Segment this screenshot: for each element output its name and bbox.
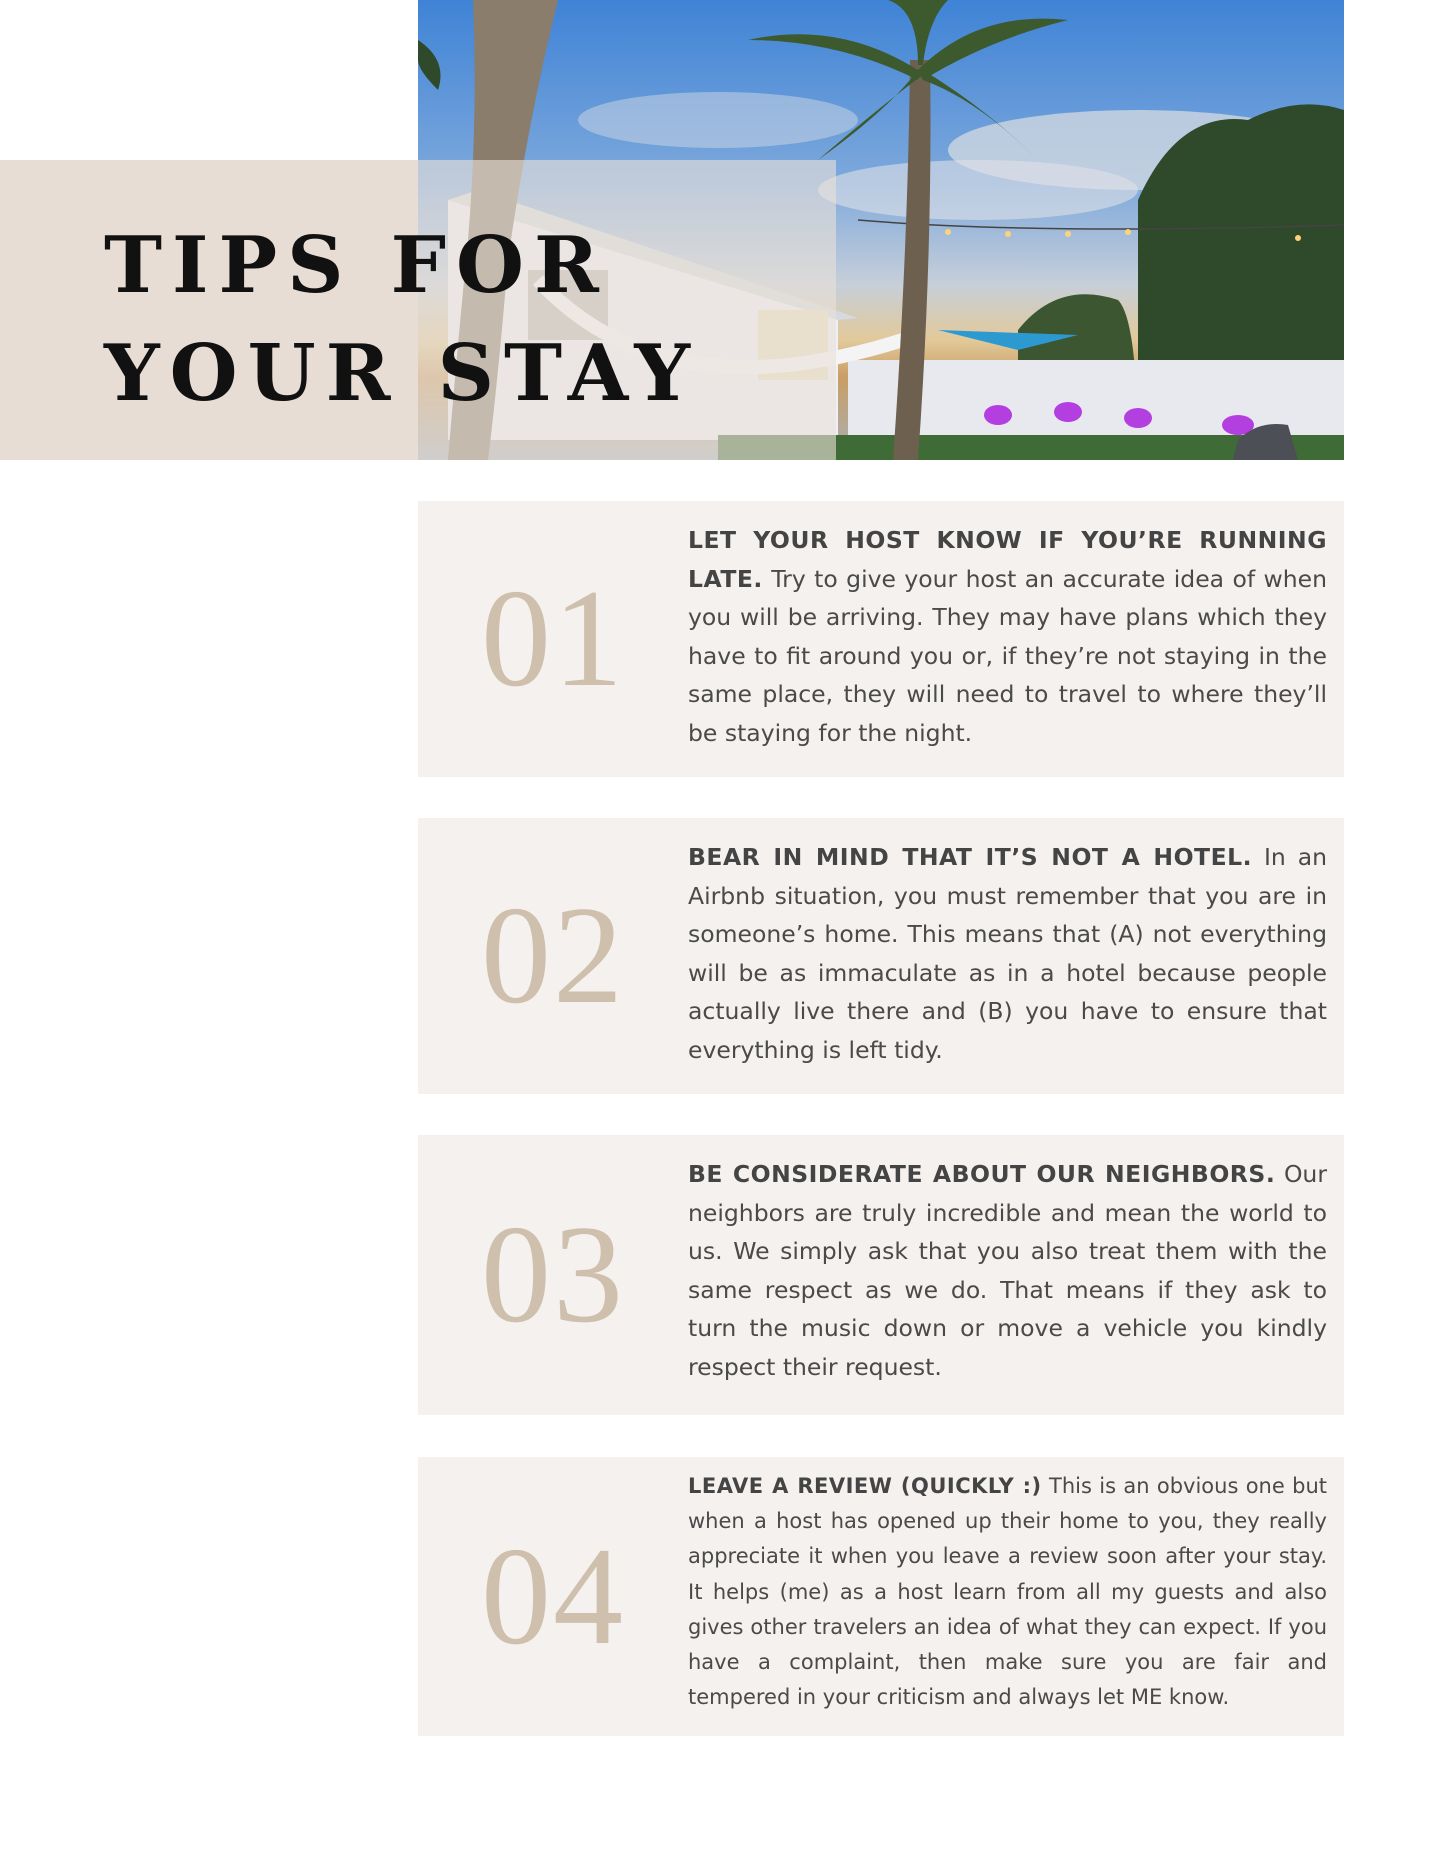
tip-heading: LEAVE A REVIEW (QUICKLY :) xyxy=(688,1474,1042,1498)
tip-body: Try to give your host an accurate idea of when you will be arriving. They may have plans which they have to fit around you or, if they’re not staying in the same place, they will need to travel to where they’ll be staying for the night. xyxy=(688,564,1327,747)
page-title-line-2: YOUR STAY xyxy=(104,328,701,419)
tip-number: 01 xyxy=(481,561,625,716)
tip-body: In an Airbnb situation, you must remember that you are in someone’s home. This means that (A) not everything will be as immaculate as in a hotel because people actually live there and (B) you have to ensure that everything is left tidy. xyxy=(688,843,1327,1064)
page-title xyxy=(104,212,700,428)
tip-heading: LET YOUR HOST KNOW IF YOU’RE RUNNING LATE. xyxy=(688,526,1327,593)
tip-heading: BEAR IN MIND THAT IT’S NOT A HOTEL. xyxy=(688,843,1253,871)
tip-text xyxy=(688,1469,1327,1715)
tip-text xyxy=(688,521,1327,753)
tip-card-3 xyxy=(418,1135,1344,1415)
tip-text xyxy=(688,1155,1327,1387)
tip-card-1 xyxy=(418,501,1344,777)
tip-body: Our neighbors are truly incredible and mean the world to us. We simply ask that you also treat them with the same respect as we do. That means if they ask to turn the music down or move a vehicle you kindly respect their request. xyxy=(688,1160,1327,1381)
tip-text xyxy=(688,838,1327,1070)
tip-number: 04 xyxy=(481,1518,625,1674)
tip-card-2 xyxy=(418,818,1344,1094)
tip-card-4 xyxy=(418,1457,1344,1736)
page-title-line-1: TIPS FOR xyxy=(104,220,609,311)
tip-number: 03 xyxy=(481,1197,625,1352)
tip-body: This is an obvious one but when a host has opened up their home to you, they really appreciate it when you leave a review soon after your stay. It helps (me) as a host learn from all my guests and also gives other travelers an idea of what they can expect. If you have a complaint, then make sure you are fair and tempered in your criticism and always let ME know. xyxy=(688,1474,1327,1710)
tip-number: 02 xyxy=(481,878,625,1033)
tip-heading: BE CONSIDERATE ABOUT OUR NEIGHBORS. xyxy=(688,1160,1276,1188)
